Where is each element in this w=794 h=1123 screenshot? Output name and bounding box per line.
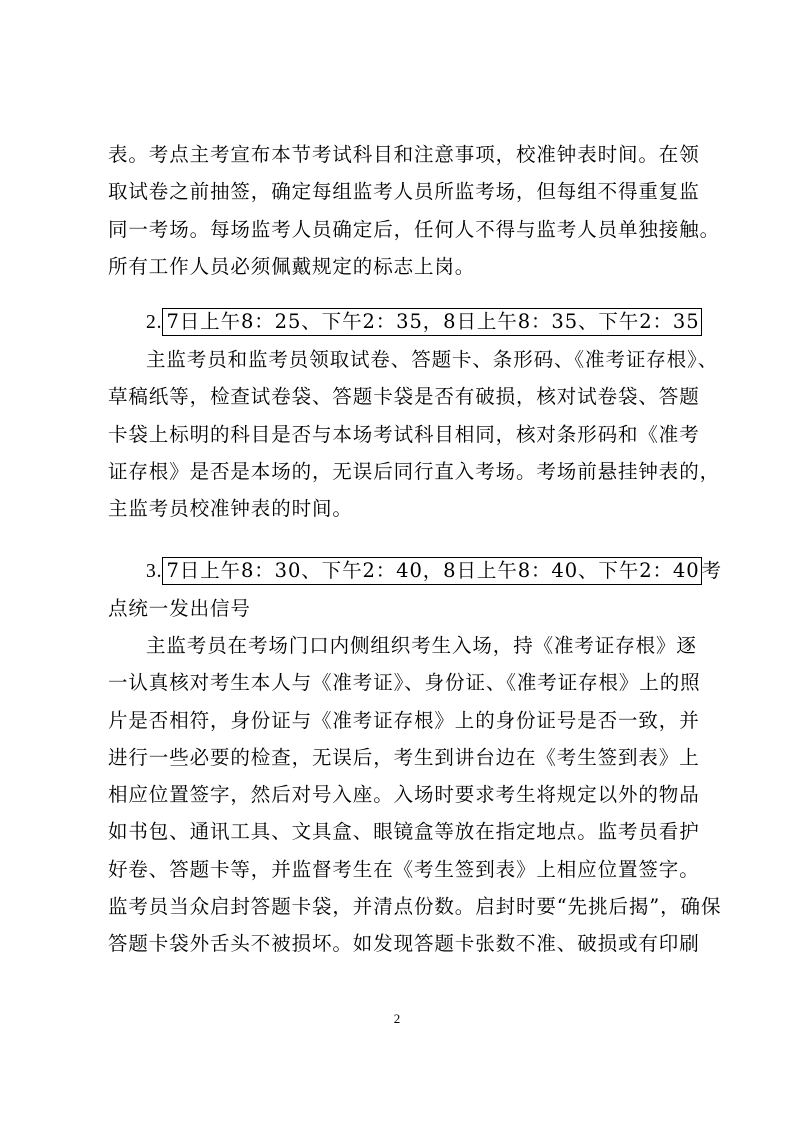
text-line: 片是否相符，身份证与《准考证存根》上的身份证号是否一致，并 [108, 708, 700, 732]
text-line: 所有工作人员必须佩戴规定的标志上岗。 [108, 254, 476, 278]
text-line: 进行一些必要的检查，无误后，考生到讲台边在《考生签到表》上 [108, 745, 700, 769]
text-line: 取试卷之前抽签，确定每组监考人员所监考场，但每组不得重复监 [108, 180, 700, 204]
text-line: 表。考点主考宣布本节考试科目和注意事项，校准钟表时间。在领 [108, 143, 700, 166]
boxed-schedule-times: 7日上午8：25、下午2：35，8日上午8：35、下午2：35 [162, 308, 701, 336]
text-line: 主监考员和监考员领取试卷、答题卡、条形码、《准考证存根》、 [146, 348, 719, 371]
text-line: 一认真核对考生本人与《准考证》、身份证、《准考证存根》上的照 [108, 671, 701, 695]
text-line: 相应位置签字，然后对号入座。入场时要求考生将规定以外的物品 [108, 783, 700, 807]
item-3-heading [108, 552, 722, 628]
page-number: 2 [393, 1011, 401, 1026]
paragraph-1 [108, 136, 721, 285]
text-line: 如书包、通讯工具、文具盒、眼镜盒等放在指定地点。监考员看护 [108, 820, 700, 844]
text-line: 好卷、答题卡等，并监督考生在《考生签到表》上相应位置签字。 [108, 857, 700, 881]
text-line: 草稿纸等，检查试卷袋、答题卡袋是否有破损，核对试卷袋、答题 [108, 385, 700, 409]
text-line: 证存根》是否是本场的，无误后同行直入考场。考场前悬挂钟表的， [108, 459, 721, 483]
trailing-text: 考 [701, 559, 722, 582]
item-2-heading [108, 303, 700, 341]
text-line: 监考员当众启封答题卡袋，并清点份数。启封时要“先挑后揭”，确保 [108, 895, 722, 919]
item-number: 3. [146, 561, 163, 582]
text-line: 同一考场。每场监考人员确定后，任何人不得与监考人员单独接触。 [108, 217, 721, 241]
text-line: 点统一发出信号 [108, 597, 251, 621]
text-line: 主监考员在考场门口内侧组织考生入场，持《准考证存根》逐 [146, 634, 697, 657]
text-line: 答题卡袋外舌头不被损坏。如发现答题卡张数不准、破损或有印刷 [108, 932, 700, 956]
item-number: 2. [146, 312, 163, 333]
paragraph-3 [108, 627, 722, 963]
boxed-schedule-times: 7日上午8：30、下午2：40，8日上午8：40、下午2：40 [162, 557, 701, 585]
text-line: 主监考员校准钟表的时间。 [108, 497, 353, 521]
text-line: 卡袋上标明的科目是否与本场考试科目相同，核对条形码和《准考 [108, 422, 700, 446]
paragraph-2 [108, 341, 721, 527]
